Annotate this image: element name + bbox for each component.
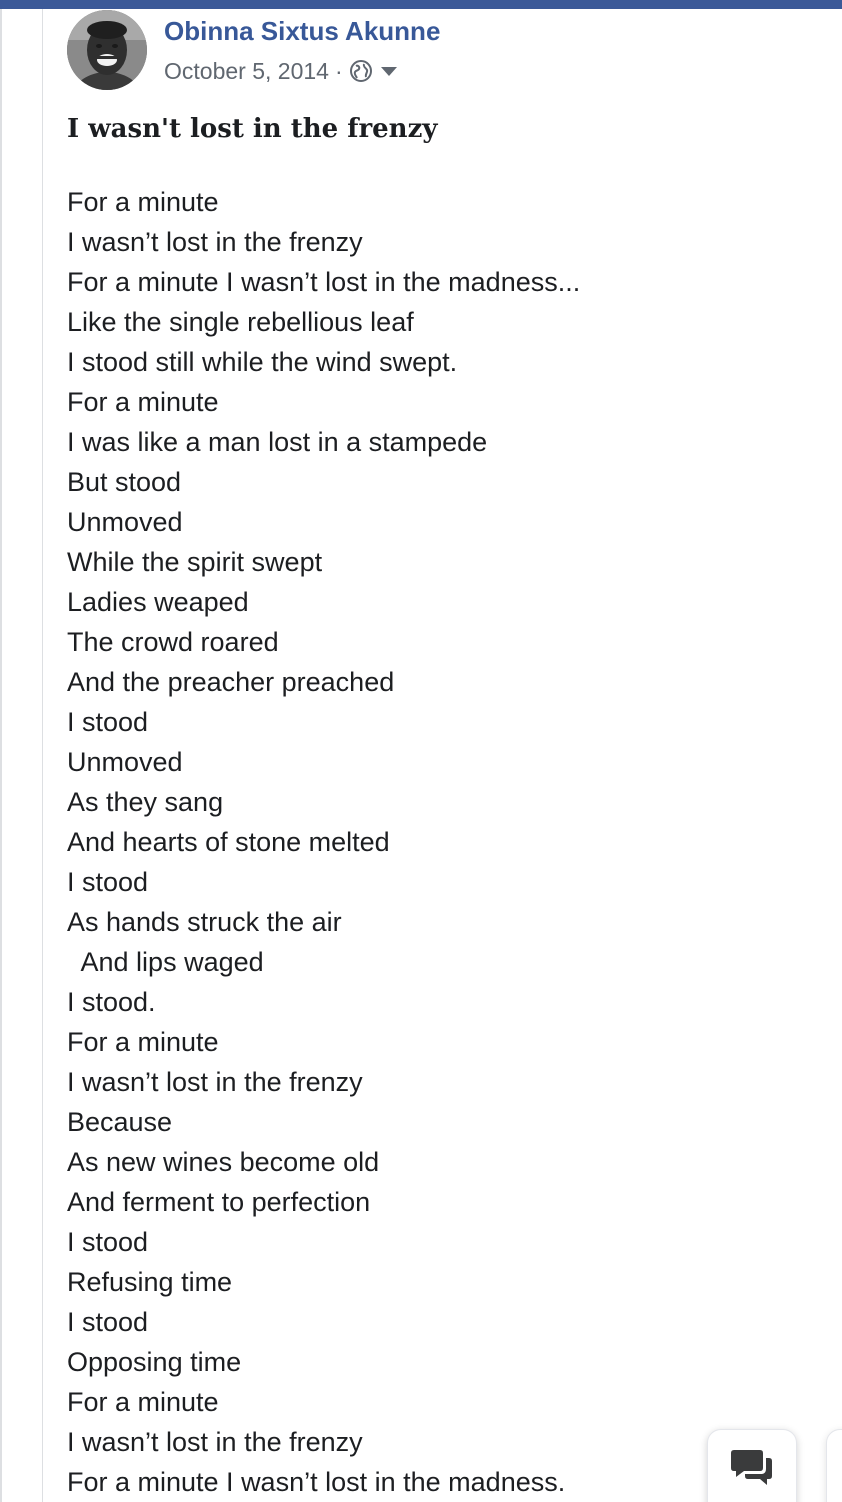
poem-line: And the preacher preached	[67, 667, 395, 697]
poem-line: And ferment to perfection	[67, 1187, 371, 1217]
post-meta	[164, 56, 399, 86]
globe-icon[interactable]	[349, 59, 373, 83]
poem-line: I wasn’t lost in the frenzy	[67, 1067, 363, 1097]
poem-line: The crowd roared	[67, 627, 279, 657]
poem-line: Like the single rebellious leaf	[67, 307, 414, 337]
poem-line: For a minute I wasn’t lost in the madness.	[67, 1467, 566, 1497]
poem-line: But stood	[67, 467, 182, 497]
top-brand-bar	[0, 0, 842, 9]
post-date-link[interactable]: October 5, 2014	[164, 57, 329, 84]
poem-line: As hands struck the air	[67, 907, 342, 937]
author-avatar[interactable]	[67, 10, 147, 90]
avatar-photo	[67, 10, 147, 90]
poem-line: Ladies weaped	[67, 587, 249, 617]
poem-line: I wasn’t lost in the frenzy	[67, 1427, 363, 1457]
poem-line: I stood.	[67, 987, 156, 1017]
meta-separator: ·	[334, 57, 343, 84]
edge-panel	[826, 1429, 842, 1502]
poem-line: Unmoved	[67, 507, 183, 537]
chat-bubbles-icon	[730, 1446, 774, 1490]
chevron-down-icon[interactable]	[379, 61, 399, 81]
poem-line: Unmoved	[67, 747, 183, 777]
poem-line: For a minute	[67, 1027, 219, 1057]
poem-line: Refusing time	[67, 1267, 233, 1297]
poem-line: I stood	[67, 1227, 149, 1257]
poem-line: I wasn’t lost in the frenzy	[67, 227, 363, 257]
poem-body	[67, 182, 580, 1502]
poem-line: As they sang	[67, 787, 224, 817]
poem-line: Because	[67, 1107, 173, 1137]
poem-line: For a minute	[67, 187, 219, 217]
poem-line: I stood	[67, 707, 149, 737]
poem-line: For a minute	[67, 387, 219, 417]
poem-line: I stood	[67, 1307, 149, 1337]
poem-line: I stood	[67, 867, 149, 897]
post-title: I wasn't lost in the frenzy	[67, 114, 438, 144]
poem-line: I was like a man lost in a stampede	[67, 427, 488, 457]
page-left-rail	[0, 9, 2, 1502]
chat-button[interactable]	[707, 1429, 797, 1502]
poem-line: For a minute	[67, 1387, 219, 1417]
poem-line: And hearts of stone melted	[67, 827, 390, 857]
poem-line: Opposing time	[67, 1347, 242, 1377]
poem-line: I stood still while the wind swept.	[67, 347, 458, 377]
author-name-link[interactable]: Obinna Sixtus Akunne	[164, 16, 441, 46]
poem-line: As new wines become old	[67, 1147, 380, 1177]
poem-line: And lips waged	[67, 947, 264, 977]
poem-line: For a minute I wasn’t lost in the madness...	[67, 267, 581, 297]
poem-line: While the spirit swept	[67, 547, 323, 577]
